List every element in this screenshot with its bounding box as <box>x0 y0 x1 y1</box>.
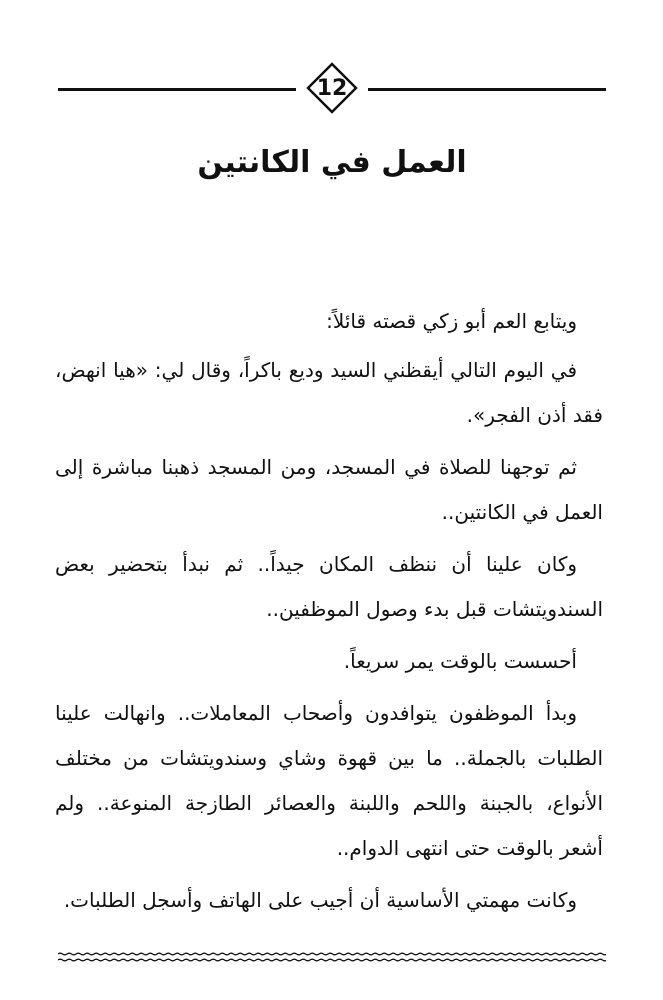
paragraph-6: وبدأ الموظفون يتوافدون وأصحاب المعاملات.. وانهالت علينا الطلبات بالجملة.. ما بين قهوة وشاي وسندويتشات من مختلف الأنواع، بالجبنة واللحم واللبنة والعصائر الطازجة المنوعة.. ولم أشعر بالوقت حتى انتهى الدوام.. <box>55 701 603 860</box>
header-rule-left <box>58 88 296 91</box>
header-rule-right <box>368 88 606 91</box>
paragraph-3: ثم توجهنا للصلاة في المسجد، ومن المسجد ذهبنا مباشرة إلى العمل في الكانتين.. <box>55 455 603 524</box>
paragraph-7: وكانت مهمتي الأساسية أن أجيب على الهاتف وأسجل الطلبات. <box>63 888 577 912</box>
paragraph-1: ويتابع العم أبو زكي قصته قائلاً: <box>326 309 577 333</box>
paragraph-4: وكان علينا أن ننظف المكان جيداً.. ثم نبدأ بتحضير بعض السندويتشات قبل بدء وصول الموظفين.. <box>55 552 603 621</box>
body-text <box>55 299 603 930</box>
page-number: 12 <box>316 76 348 101</box>
wavy-line-icon <box>58 950 606 964</box>
page-number-diamond <box>306 62 358 114</box>
page-header <box>58 58 606 120</box>
paragraph-5: أحسست بالوقت يمر سريعاً. <box>343 649 577 673</box>
paragraph-2: في اليوم التالي أيقظني السيد وديع باكراً، وقال لي: «هيا انهض، فقد أذن الفجر». <box>55 358 603 427</box>
footer-wavy-rule <box>58 950 606 964</box>
chapter-title: العمل في الكانتين <box>197 145 467 180</box>
